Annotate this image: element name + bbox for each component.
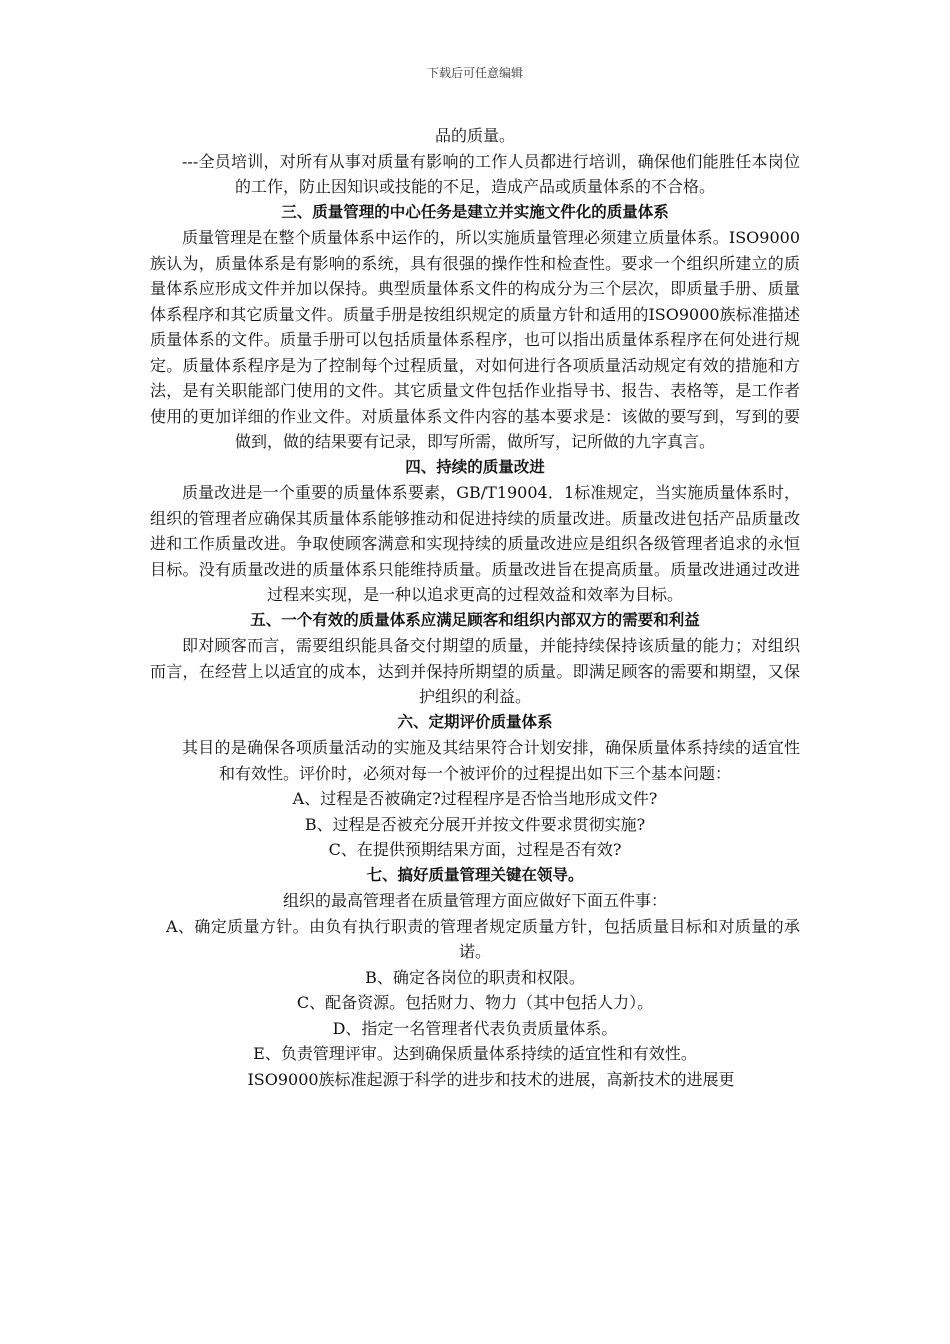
- page-header: 下载后可任意编辑: [426, 66, 523, 80]
- list-item: E、负责管理评审。达到确保质量体系持续的适宜性和有效性。: [253, 1044, 697, 1063]
- list-item: D、指定一名管理者代表负责质量体系。: [332, 1018, 618, 1038]
- paragraph: 质量改进是一个重要的质量体系要素，GB/T19004．1标准规定，当实施质量体系时，组织的管理者应确保其质量体系能够推动和促进持续的质量改进。质量改进包括产品质量改进和工作质量改进。争取使顾客满意和实现持续的质量改进应是组织各级管理者追求的永恒目标。没有质量改进的质量体系只能维持质量。质量改进旨在提高质量。质量改进通过改进过程来实现，是一种以追求更高的过程效益和效率为目标。: [150, 483, 800, 604]
- paragraph: ISO9000族标准起源于科学的进步和技术的进展，高新技术的进展更: [247, 1069, 735, 1089]
- list-item: C、配备资源。包括财力、物力（其中包括人力）。: [296, 993, 654, 1012]
- list-item: B、过程是否被充分展开并按文件要求贯彻实施?: [304, 814, 646, 834]
- list-item: A、确定质量方针。由负有执行职责的管理者规定质量方针，包括质量目标和对质量的承诺。: [166, 916, 800, 961]
- paragraph: 其目的是确保各项质量活动的实施及其结果符合计划安排，确保质量体系持续的适宜性和有效性。评价时，必须对每一个被评价的过程提出如下三个基本问题：: [182, 738, 800, 783]
- list-item: A、过程是否被确定?过程程序是否恰当地形成文件?: [292, 789, 658, 808]
- list-item: C、在提供预期结果方面，过程是否有效?: [328, 840, 622, 859]
- paragraph: ---全员培训，对所有从事对质量有影响的工作人员都进行培训，确保他们能胜任本岗位的工作，防止因知识或技能的不足，造成产品或质量体系的不合格。: [182, 151, 800, 196]
- section-heading: 四、持续的质量改进: [405, 457, 545, 476]
- section-heading: 七、搞好质量管理关键在领导。: [366, 865, 584, 884]
- section-heading: 三、质量管理的中心任务是建立并实施文件化的质量体系: [281, 202, 669, 221]
- paragraph: 组织的最高管理者在质量管理方面应做好下面五件事：: [282, 891, 667, 910]
- paragraph: 质量管理是在整个质量体系中运作的，所以实施质量管理必须建立质量体系。ISO9000族认为，质量体系是有影响的系统，具有很强的操作性和检查性。要求一个组织所建立的质量体系应形成文件并加以保持。典型质量体系文件的构成分为三个层次，即质量手册、质量体系程序和其它质量文件。质量手册是按组织规定的质量方针和适用的ISO9000族标准描述质量体系的文件。质量手册可以包括质量体系程序，也可以指出质量体系程序在何处进行规定。质量体系程序是为了控制每个过程质量，对如何进行各项质量活动规定有效的措施和方法，是有关职能部门使用的文件。其它质量文件包括作业指导书、报告、表格等，是工作者使用的更加详细的作业文件。对质量体系文件内容的基本要求是：该做的要写到，写到的要做到，做的结果要有记录，即写所需，做所写，记所做的九字真言。: [150, 228, 800, 451]
- paragraph: 即对顾客而言，需要组织能具备交付期望的质量，并能持续保持该质量的能力；对组织而言，在经营上以适宜的成本，达到并保持所期望的质量。即满足顾客的需要和期望，又保护组织的利益。: [150, 636, 800, 706]
- section-heading: 五、一个有效的质量体系应满足顾客和组织内部双方的需要和利益: [250, 610, 700, 629]
- paragraph: 品的质量。: [434, 126, 515, 145]
- document-body: [150, 123, 800, 1092]
- section-heading: 六、定期评价质量体系: [397, 712, 553, 731]
- list-item: B、确定各岗位的职责和权限。: [365, 967, 585, 987]
